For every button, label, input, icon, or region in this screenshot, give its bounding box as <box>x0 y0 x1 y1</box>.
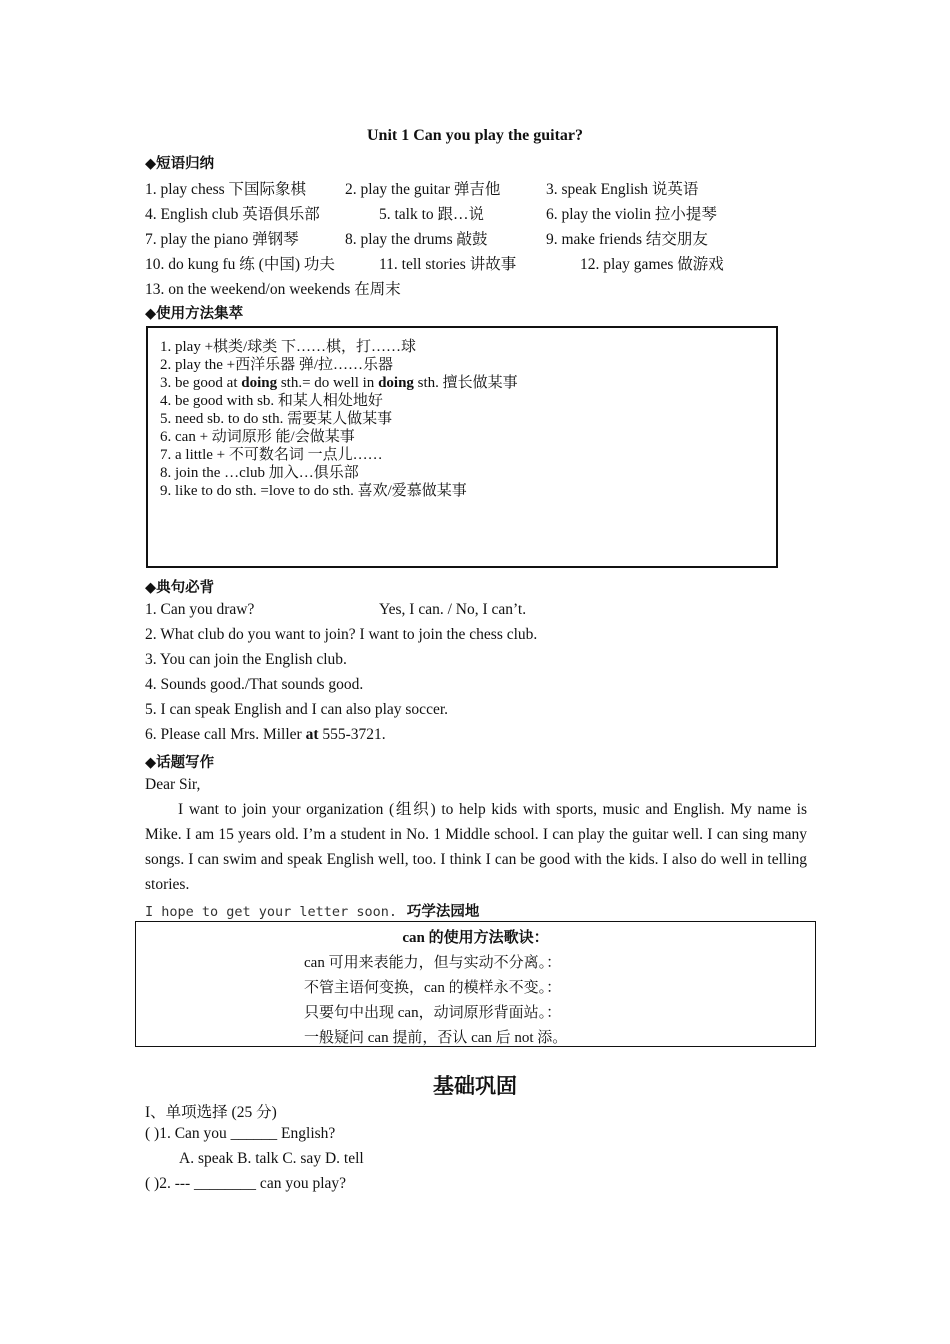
phrase-item: 2. play the guitar 弹吉他 <box>345 181 501 198</box>
section-heading-phrases: ◆短语归纳 <box>145 156 215 172</box>
sentence-item: 5. I can speak English and I can also play soccer. <box>145 701 449 718</box>
letter-closing-line <box>145 900 479 921</box>
section-heading-sentences: ◆典句必背 <box>145 580 215 596</box>
phrase-item: 4. English club 英语俱乐部 <box>145 206 320 223</box>
rhyme-line: can 可用来表能力，但与实动不分离。： <box>304 955 562 971</box>
phrase-item: 11. tell stories 讲故事 <box>379 256 517 273</box>
rhyme-title: can 的使用方法歌诀： <box>402 930 549 946</box>
sentence-item: 1. Can you draw? <box>145 601 255 618</box>
sentence-item: 4. Sounds good./That sounds good. <box>145 676 364 693</box>
letter-greeting: Dear Sir, <box>145 776 201 793</box>
usage-line: 9. like to do sth. =love to do sth. 喜欢/爱慕做某事 <box>160 483 467 499</box>
phrase-item: 12. play games 做游戏 <box>580 256 724 273</box>
sentence-answer: Yes, I can. / No, I can’t. <box>379 601 527 618</box>
usage-line: 8. join the …club 加入…俱乐部 <box>160 465 359 481</box>
phrase-item: 7. play the piano 弹钢琴 <box>145 231 299 248</box>
tip-heading: 巧学法园地 <box>406 904 480 920</box>
question-1-options: A. speak B. talk C. say D. tell <box>179 1150 364 1167</box>
usage-line: 2. play the +西洋乐器 弹/拉……乐器 <box>160 357 394 373</box>
letter-body: I want to join your organization (组织) to help kids with sports, music and English. My name is Mike. I am 15 years old. I’m a student in No. 1 Middle school. I can play the guitar well. I can sing many songs. I can swim and speak English well, too. I think I can be good with the kids. I also do well in telling stories. <box>145 801 807 893</box>
question-2: ( )2. --- ________ can you play? <box>145 1175 347 1192</box>
rhyme-line: 一般疑问 can 提前，否认 can 后 not 添。 <box>304 1030 568 1046</box>
page-title: Unit 1 Can you play the guitar? <box>366 127 584 144</box>
rhyme-box <box>135 921 816 1047</box>
phrase-item: 9. make friends 结交朋友 <box>546 231 708 248</box>
phrase-item: 6. play the violin 拉小提琴 <box>546 206 717 223</box>
phrase-item: 13. on the weekend/on weekends 在周末 <box>145 281 401 298</box>
rhyme-line: 只要句中出现 can，动词原形背面站。： <box>304 1005 562 1021</box>
usage-line: 4. be good with sb. 和某人相处地好 <box>160 393 383 409</box>
usage-line: 3. be good at doing sth.= do well in doing sth. 擅长做某事 <box>160 375 518 391</box>
exercise-part: I、单项选择 (25 分) <box>145 1104 277 1121</box>
sentence-item: 6. Please call Mrs. Miller at 555-3721. <box>145 726 386 743</box>
exercise-heading: 基础巩固 <box>433 1074 517 1098</box>
phrase-item: 8. play the drums 敲鼓 <box>345 231 488 248</box>
letter-closing: I hope to get your letter soon. <box>145 904 397 920</box>
section-heading-usage: ◆使用方法集萃 <box>145 306 244 322</box>
phrase-item: 1. play chess 下国际象棋 <box>145 181 307 198</box>
phrase-item: 3. speak English 说英语 <box>546 181 699 198</box>
usage-line: 1. play +棋类/球类 下……棋，打……球 <box>160 339 416 355</box>
phrase-item: 5. talk to 跟…说 <box>379 206 485 223</box>
sentence-item: 2. What club do you want to join? I want to join the chess club. <box>145 626 538 643</box>
usage-line: 5. need sb. to do sth. 需要某人做某事 <box>160 411 393 427</box>
usage-box <box>146 326 778 568</box>
usage-line: 6. can + 动词原形 能/会做某事 <box>160 429 355 445</box>
usage-line: 7. a little + 不可数名词 一点儿…… <box>160 447 383 463</box>
sentence-item: 3. You can join the English club. <box>145 651 347 668</box>
rhyme-line: 不管主语何变换，can 的模样永不变。： <box>304 980 562 996</box>
phrase-item: 10. do kung fu 练 (中国) 功夫 <box>145 256 335 273</box>
question-1: ( )1. Can you ______ English? <box>145 1125 336 1142</box>
section-heading-writing: ◆话题写作 <box>145 755 215 771</box>
